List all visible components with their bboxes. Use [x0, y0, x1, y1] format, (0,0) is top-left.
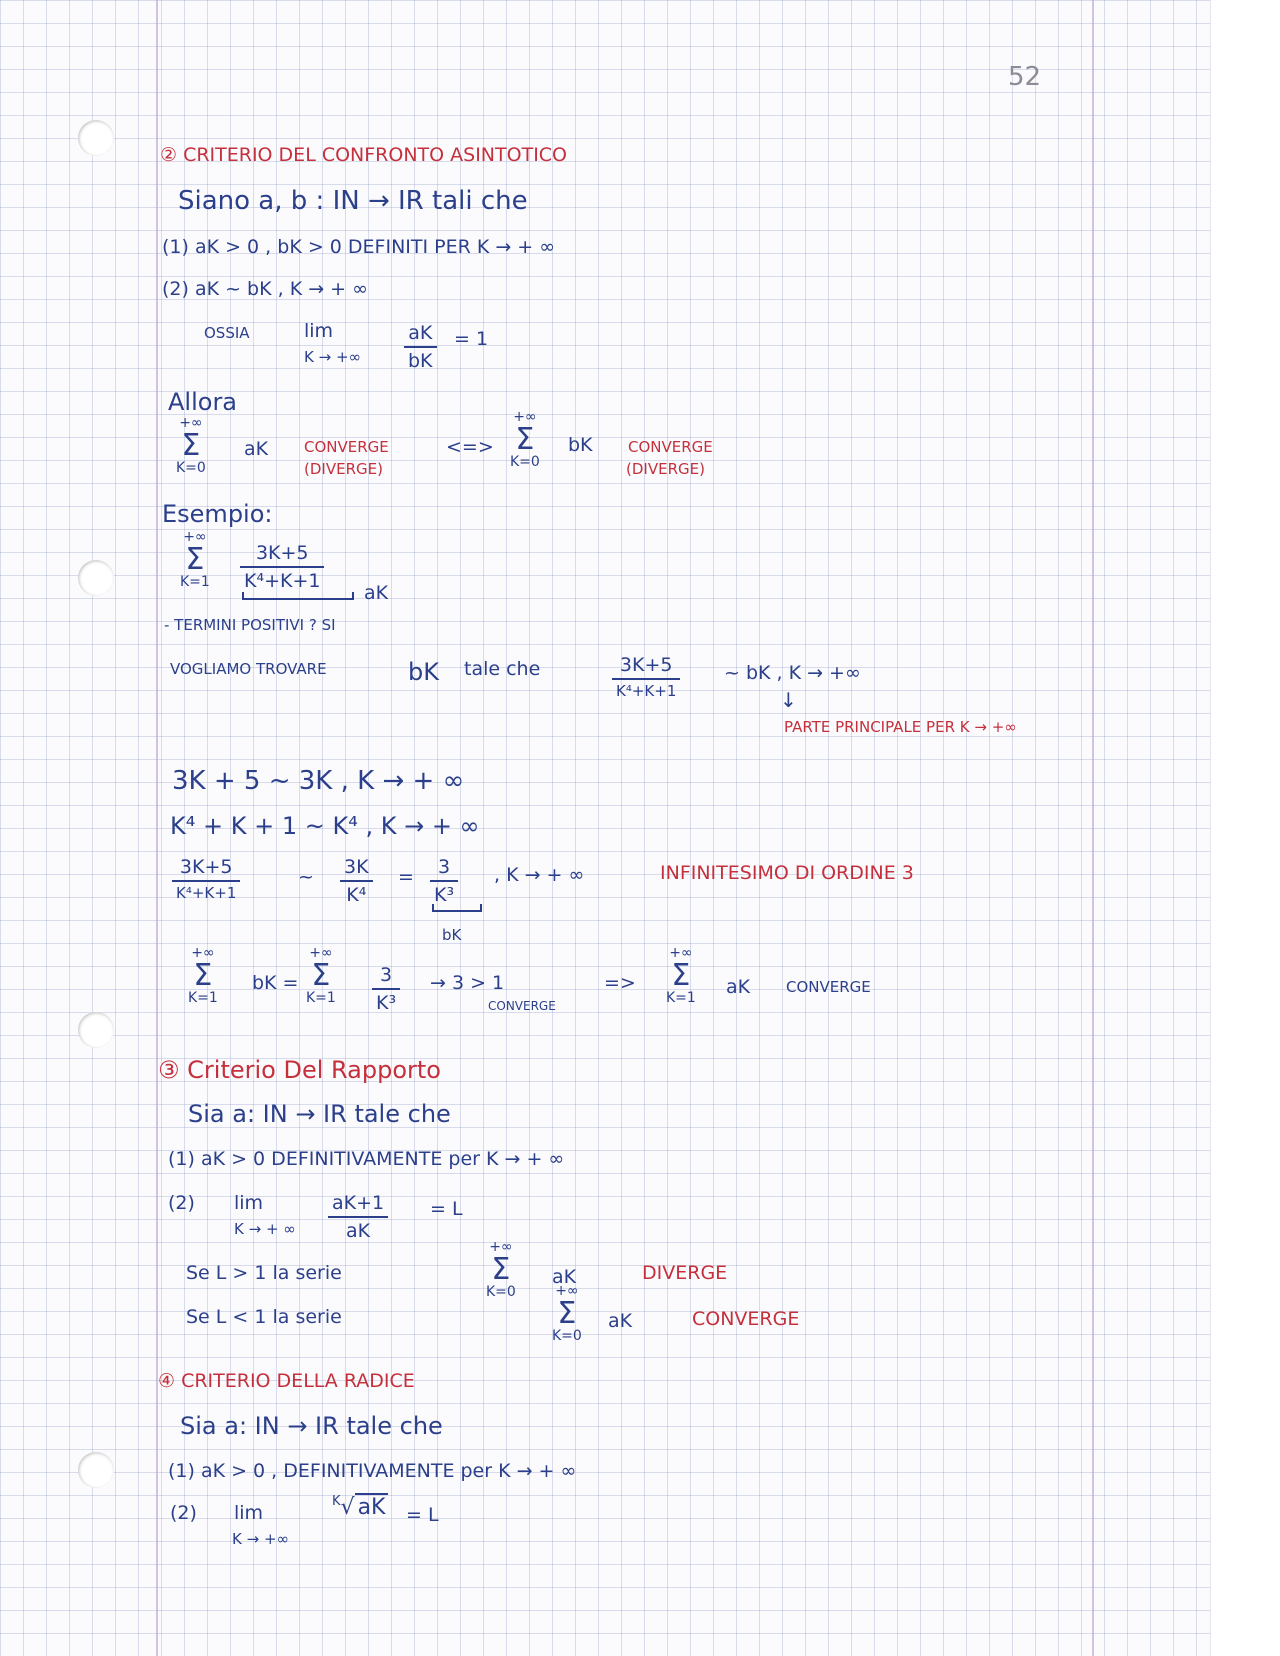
term-bk: bK	[568, 434, 593, 456]
ratio-fraction	[404, 322, 437, 372]
criterion-2-cond2: (2) aK ~ bK , K → + ∞	[162, 278, 368, 300]
implies-symbol: =>	[604, 972, 636, 994]
final-fraction	[372, 964, 400, 1014]
criterion-4-cond1: (1) aK > 0 , DEFINITIVAMENTE per K → + ∞	[168, 1460, 577, 1482]
lim-label: lim	[304, 320, 334, 342]
example-sum	[180, 530, 210, 589]
criterion-4-eqL: = L	[406, 1504, 439, 1526]
term-ak: aK	[244, 438, 269, 460]
step3-end	[430, 856, 458, 906]
criterion-4-lim: lim	[234, 1502, 264, 1524]
final-sum-1	[188, 946, 218, 1005]
allora-label: Allora	[168, 388, 238, 416]
principal-part-note: PARTE PRINCIPALE PER K → +∞	[784, 718, 1017, 736]
sum-lower-limit: K=0	[552, 1327, 582, 1344]
step3-tail: , K → + ∞	[494, 864, 585, 886]
ratio-denominator: bK	[408, 350, 433, 372]
binder-hole	[78, 1012, 114, 1048]
final-sum-3	[666, 946, 696, 1005]
binder-hole	[78, 120, 114, 156]
step3-mid-num: 3K	[340, 856, 373, 882]
iff-symbol: <=>	[446, 436, 494, 458]
sum-upper-limit: +∞	[555, 1283, 579, 1299]
equals-one: = 1	[454, 328, 489, 350]
diverge-label: (DIVERGE)	[626, 460, 705, 478]
want-tail: ~ bK , K → +∞	[724, 662, 861, 684]
final-fraction-den: K³	[376, 992, 397, 1014]
nth-root	[332, 1494, 388, 1520]
example-ak: aK	[364, 582, 389, 604]
step3-mid	[340, 856, 373, 906]
sigma-symbol: Σ	[181, 427, 201, 463]
converge-label: CONVERGE	[304, 438, 389, 456]
sum-lower-limit: K=1	[666, 989, 696, 1006]
esempio-label: Esempio:	[162, 500, 273, 528]
criterion-3-num: aK+1	[328, 1192, 388, 1218]
ratio-numerator: aK	[404, 322, 437, 348]
step3-lhs-den: K⁴+K+1	[176, 884, 237, 902]
sum-lower-limit: K=1	[188, 989, 218, 1006]
criterion-3-case2: Se L < 1 la serie	[186, 1306, 342, 1328]
want-prefix: VOGLIAMO TROVARE	[170, 660, 327, 678]
diverge-label: (DIVERGE)	[304, 460, 383, 478]
sum-upper-limit: +∞	[669, 945, 693, 961]
final-fraction-num: 3	[372, 964, 400, 990]
step-2: K⁴ + K + 1 ~ K⁴ , K → + ∞	[170, 812, 480, 840]
step-1: 3K + 5 ~ 3K , K → + ∞	[172, 766, 465, 796]
example-denominator: K⁴+K+1	[244, 570, 321, 592]
criterion-3-den: aK	[346, 1220, 371, 1242]
criterion-3-ak: aK	[608, 1310, 633, 1332]
criterion-4-title: ④ CRITERIO DELLA RADICE	[158, 1370, 415, 1392]
sigma-symbol: Σ	[671, 957, 691, 993]
criterion-3-diverge: DIVERGE	[642, 1262, 728, 1284]
root-radicand: aK	[355, 1493, 389, 1520]
criterion-3-case1: Se L > 1 la serie	[186, 1262, 342, 1284]
want-denominator: K⁴+K+1	[616, 682, 677, 700]
criterion-4-lim-sub: K → +∞	[232, 1530, 290, 1548]
down-arrow-icon: ↓	[780, 688, 797, 712]
example-fraction	[240, 542, 324, 592]
criterion-2-line: Siano a, b : IN → IR tali che	[178, 186, 528, 216]
criterion-3-line: Sia a: IN → IR tale che	[188, 1100, 451, 1128]
sum-lower-limit: K=0	[486, 1283, 516, 1300]
underbrace	[432, 904, 482, 912]
step3-bk: bK	[442, 926, 462, 944]
final-converge-small: CONVERGE	[488, 999, 556, 1013]
infinitesimo-note: INFINITESIMO DI ORDINE 3	[660, 862, 914, 884]
lim-subscript: K → +∞	[304, 348, 362, 366]
criterion-4-line: Sia a: IN → IR tale che	[180, 1412, 443, 1440]
criterion-3-cond2-prefix: (2)	[168, 1192, 195, 1214]
asymptotic-symbol: ~	[298, 866, 314, 888]
ossia-label: OSSIA	[204, 324, 250, 342]
sum-upper-limit: +∞	[191, 945, 215, 961]
step3-mid-den: K⁴	[346, 884, 367, 906]
converge-label: CONVERGE	[628, 438, 713, 456]
sum-upper-limit: +∞	[179, 415, 203, 431]
sigma-symbol: Σ	[557, 1295, 577, 1331]
criterion-3-fraction	[328, 1192, 388, 1242]
underbrace	[242, 592, 354, 600]
sum-a	[176, 416, 206, 475]
final-sum-2	[306, 946, 336, 1005]
sigma-symbol: Σ	[515, 421, 535, 457]
radical-icon: √	[340, 1495, 355, 1520]
step3-end-num: 3	[430, 856, 458, 882]
left-margin-line	[156, 0, 158, 1656]
binder-hole	[78, 560, 114, 596]
sigma-symbol: Σ	[193, 957, 213, 993]
binder-hole	[78, 1452, 114, 1488]
criterion-4-cond2-prefix: (2)	[170, 1502, 197, 1524]
sum-b	[510, 410, 540, 469]
root-index: K	[332, 1494, 341, 1509]
want-mid: tale che	[464, 658, 541, 680]
criterion-2-cond1: (1) aK > 0 , bK > 0 DEFINITI PER K → + ∞	[162, 236, 556, 258]
sum-upper-limit: +∞	[513, 409, 537, 425]
want-bk: bK	[408, 658, 439, 686]
equals-symbol: =	[398, 866, 414, 888]
sigma-symbol: Σ	[185, 541, 205, 577]
sum-upper-limit: +∞	[183, 529, 207, 545]
final-ak: aK	[726, 976, 751, 998]
sum-upper-limit: +∞	[489, 1239, 513, 1255]
criterion-3-converge: CONVERGE	[692, 1308, 800, 1330]
sum-lower-limit: K=1	[306, 989, 336, 1006]
criterion-3-title: ③ Criterio Del Rapporto	[158, 1056, 441, 1084]
sum-lower-limit: K=1	[180, 573, 210, 590]
criterion-3-cond1: (1) aK > 0 DEFINITIVAMENTE per K → + ∞	[168, 1148, 565, 1170]
criterion-3-sum-2	[552, 1284, 582, 1343]
example-numerator: 3K+5	[240, 542, 324, 568]
final-arrow: → 3 > 1	[430, 972, 505, 994]
sum-upper-limit: +∞	[309, 945, 333, 961]
want-fraction	[612, 654, 680, 700]
sum-lower-limit: K=0	[510, 453, 540, 470]
final-bk: bK =	[252, 972, 299, 994]
want-numerator: 3K+5	[612, 654, 680, 680]
criterion-3-sum-1	[486, 1240, 516, 1299]
step3-lhs-num: 3K+5	[172, 856, 240, 882]
step3-end-den: K³	[434, 884, 455, 906]
sigma-symbol: Σ	[491, 1251, 511, 1287]
positive-terms-note: - TERMINI POSITIVI ? SI	[164, 616, 336, 634]
sigma-symbol: Σ	[311, 957, 331, 993]
criterion-2-title: ② CRITERIO DEL CONFRONTO ASINTOTICO	[160, 144, 568, 166]
final-converge: CONVERGE	[786, 978, 871, 996]
sum-lower-limit: K=0	[176, 459, 206, 476]
right-margin-line	[1092, 0, 1094, 1656]
criterion-3-lim-sub: K → + ∞	[234, 1220, 296, 1238]
step3-lhs	[172, 856, 240, 902]
page-number: 52	[1008, 62, 1042, 92]
criterion-3-lim: lim	[234, 1192, 264, 1214]
criterion-3-eqL: = L	[430, 1198, 463, 1220]
criterion-3-ak: aK	[552, 1266, 577, 1288]
